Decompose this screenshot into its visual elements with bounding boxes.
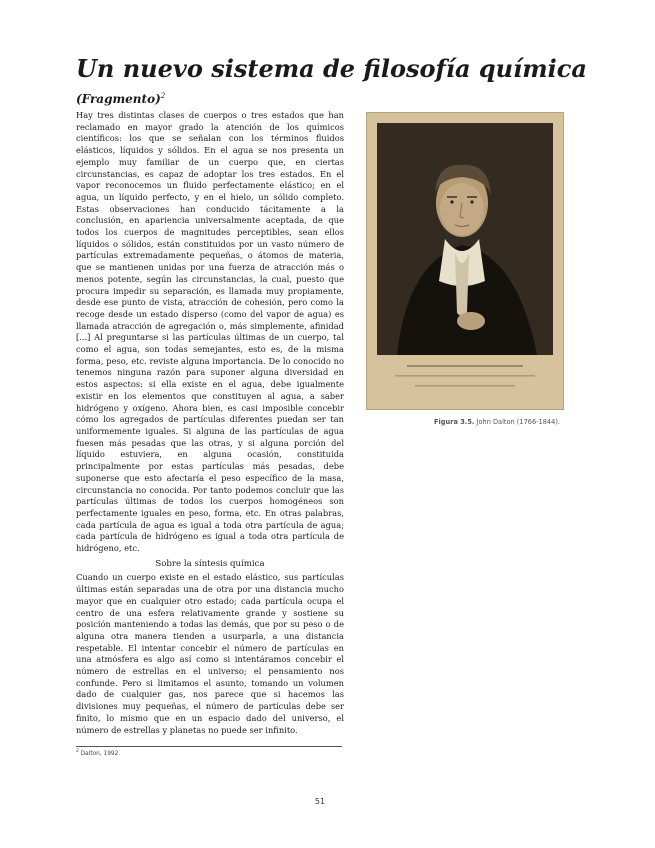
body-paragraph-2: Cuando un cuerpo existe en el estado elástico, sus partículas últimas están separadas una de otra por una distancia mucho mayor que en cualquier otro estado; cada partícula ocupa el centro de una esfera relativamente grande y sostiene su posición manteniendo a todas las demás, que por su peso o de alguna otra manera tienden a usurparla, a una distancia respetable. El intentar concebir el número de partículas en una atmósfera es algo así como si intentáramos concebir el número de estrellas en el universo; el pensamiento nos confunde. Pero si limitamos el asunto, tomando un volumen dado de cualquier gas, nos parece que si hacemos las divisiones muy pequeñas, el número de partículas debe ser finito, lo mismo que en un espacio dado del universo, el número de estrellas y planetas no puede ser infinito. <box>76 572 344 735</box>
page-subtitle <box>76 88 165 107</box>
page-number: 51 <box>314 797 326 806</box>
portrait-figure <box>366 112 564 410</box>
figure-caption-label: Figura 3.5. <box>434 418 475 426</box>
footnote-text: Dalton, 1992. <box>80 751 121 757</box>
footnote-reference: 2 <box>160 92 166 100</box>
body-text-column <box>76 110 344 736</box>
subtitle-text: (Fragmento) <box>76 92 161 106</box>
figure-caption <box>366 418 560 426</box>
page-title: Un nuevo sistema de filosofía química <box>76 54 587 83</box>
portrait-engraving-image <box>367 113 563 409</box>
footnote <box>76 749 120 757</box>
figure-caption-text: John Dalton (1766-1844). <box>476 418 560 426</box>
footnote-marker: 2 <box>76 749 79 754</box>
section-heading: Sobre la síntesis química <box>155 558 265 569</box>
body-paragraph-1: Hay tres distintas clases de cuerpos o tres estados que han reclamado en mayor grado la atención de los químicos científicos: los que se señalan con los términos fluidos elásticos, líquidos y sólidos. En el agua se nos presenta un ejemplo muy familiar de un cuerpo que, en ciertas circunstancias, es capaz de adoptar los tres estados. En el vapor reconocemos un fluido perfectamente elástico; en el agua, un líquido perfecto, y en el hielo, un sólido completo. Estas observaciones han conducido tácitamente a la conclusión, en apariencia universalmente aceptada, de que todos los cuerpos de magnitudes perceptibles, sean ellos líquidos o sólidos, están constituidos por un vasto número de partículas extremadamente pequeñas, o átomos de materia, que se mantienen unidas por una fuerza de atracción más o menos potente, según las circunstancias, la cual, puesto que procura impedir su separación, es llamada muy propiamente, desde ese punto de vista, atracción de cohesión, pero como la recoge desde un estado disperso (como del vapor de agua) es llamada atracción de agregación o, más simplemente, afinidad [...] Al preguntarse si las partículas últimas de un cuerpo, tal como el agua, son todas semejantes, esto es, de la misma forma, peso, etc. reviste alguna importancia. De lo conocido no tenemos ninguna razón para suponer alguna diversidad en estos aspectos: si ella existe en el agua, debe igualmente existir en los elementos que constituyen al agua, a saber hidrógeno y oxígeno. Ahora bien, es casi imposible concebir cómo los agregados de partículas diferentes puedan ser tan uniformemente iguales. Si alguna de las partículas de agua fuesen más pesadas que las otras, y si alguna porción del líquido estuviera, en alguna ocasión, constituida principalmente por estas partículas más pesadas, debe suponerse que esto afectaría el peso específico de la masa, circunstancia no conocida. Por tanto podemos concluir que las partículas últimas de todos los cuerpos homogéneos son perfectamente iguales en peso, forma, etc. En otras palabras, cada partícula de agua es igual a toda otra partícula de agua; cada partícula de hidrógeno es igual a toda otra partícula de hidrógeno, etc. <box>76 110 344 554</box>
footnote-divider <box>76 746 342 747</box>
